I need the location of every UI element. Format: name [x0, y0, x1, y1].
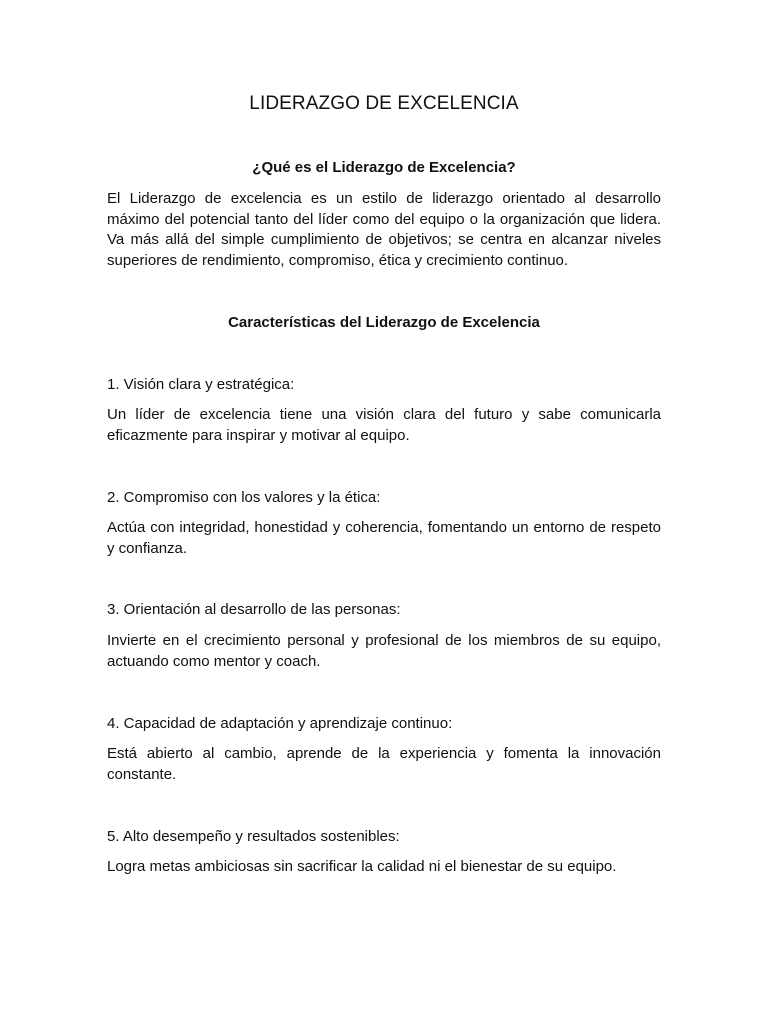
characteristic-description: Un líder de excelencia tiene una visión clara del futuro y sabe comunicarla eficazmente para inspirar y motivar al equipo. [107, 406, 661, 444]
characteristics-heading: Características del Liderazgo de Excelencia [228, 314, 540, 331]
characteristic-title: 1. Visión clara y estratégica: [107, 376, 295, 393]
characteristic-description: Logra metas ambiciosas sin sacrificar la calidad ni el bienestar de su equipo. [107, 858, 617, 875]
characteristic-description: Invierte en el crecimiento personal y profesional de los miembros de su equipo, actuando como mentor y coach. [107, 632, 661, 670]
characteristic-title: 3. Orientación al desarrollo de las personas: [107, 601, 401, 618]
characteristic-description: Actúa con integridad, honestidad y coherencia, fomentando un entorno de respeto y confianza. [107, 519, 661, 557]
document-title: LIDERAZGO DE EXCELENCIA [249, 93, 519, 114]
intro-heading: ¿Qué es el Liderazgo de Excelencia? [252, 159, 516, 176]
characteristic-description: Está abierto al cambio, aprende de la experiencia y fomenta la innovación constante. [107, 745, 661, 783]
intro-paragraph: El Liderazgo de excelencia es un estilo de liderazgo orientado al desarrollo máximo del potencial tanto del líder como del equipo o la organización que lidera. Va más allá del simple cumplimiento de objetivos; se centra en alcanzar niveles superiores de rendimiento, compromiso, ética y crecimiento continuo. [107, 190, 661, 270]
characteristic-title: 5. Alto desempeño y resultados sostenibles: [107, 828, 400, 845]
characteristic-title: 2. Compromiso con los valores y la ética: [107, 489, 381, 506]
characteristic-title: 4. Capacidad de adaptación y aprendizaje continuo: [107, 715, 453, 732]
